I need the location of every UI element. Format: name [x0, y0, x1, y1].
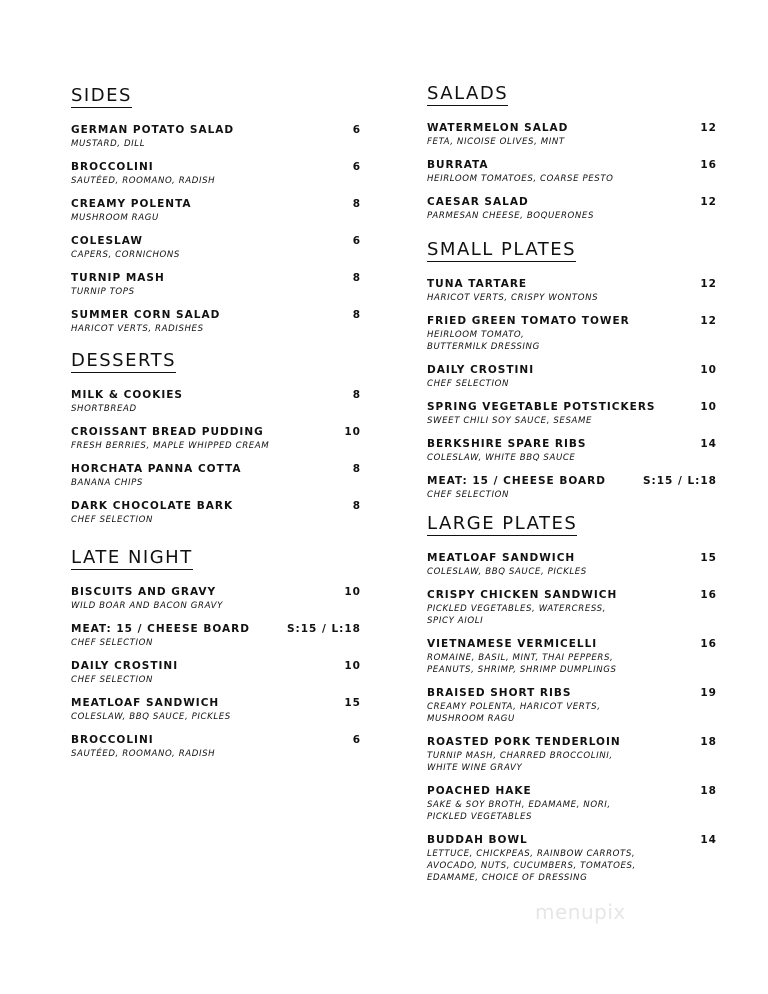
- menu-item-name: DARK CHOCOLATE BARK: [71, 500, 234, 512]
- menu-item-description: CHEF SELECTION: [71, 638, 154, 648]
- menu-item-description: FRESH BERRIES, MAPLE WHIPPED CREAM: [71, 441, 270, 451]
- menu-item-head: [71, 463, 361, 477]
- menu-item-price: 12: [700, 122, 717, 134]
- menu-item: [427, 315, 717, 353]
- item-list: [71, 124, 361, 335]
- menu-item-head: [427, 315, 717, 329]
- menu-item-head: [427, 638, 717, 652]
- menu-item-head: [71, 198, 361, 212]
- menu-item-name: MEAT: 15 / CHEESE BOARD: [71, 623, 250, 635]
- menu-item: [427, 159, 717, 185]
- section-title: DESSERTS: [71, 350, 177, 371]
- menu-item-price: 19: [700, 687, 717, 699]
- menu-item-name: TUNA TARTARE: [427, 278, 528, 290]
- menu-item: [427, 736, 717, 774]
- menu-item-price: 8: [352, 272, 361, 284]
- menu-item-price: 6: [352, 235, 361, 247]
- menu-item-description: HEIRLOOM TOMATO, BUTTERMILK DRESSING: [427, 330, 540, 352]
- menu-item-price: 15: [344, 697, 361, 709]
- menu-item: [427, 364, 717, 390]
- menu-item-description: CHEF SELECTION: [427, 490, 510, 500]
- menu-item-price: S:15 / L:18: [642, 475, 717, 487]
- menu-item-name: CAESAR SALAD: [427, 196, 529, 208]
- menu-item: [71, 198, 361, 224]
- menu-item-name: TURNIP MASH: [71, 272, 165, 284]
- menu-item-description: LETTUCE, CHICKPEAS, RAINBOW CARROTS, AVOCADO, NUTS, CUCUMBERS, TOMATOES, EDAMAME, CHOICE OF DRESSING: [427, 849, 636, 883]
- menu-item-description: WILD BOAR AND BACON GRAVY: [71, 601, 223, 611]
- item-list: [427, 278, 717, 501]
- menu-item-description: COLESLAW, BBQ SAUCE, PICKLES: [427, 567, 587, 577]
- watermark-logo: menupix: [535, 900, 626, 924]
- menu-item: [71, 586, 361, 612]
- menu-item-price: 16: [700, 589, 717, 601]
- menu-item-name: MEAT: 15 / CHEESE BOARD: [427, 475, 606, 487]
- section-title: LATE NIGHT: [71, 547, 193, 568]
- menu-item-head: [71, 309, 361, 323]
- menu-item-name: COLESLAW: [71, 235, 143, 247]
- menu-item-name: BURRATA: [427, 159, 489, 171]
- menu-item-name: MEATLOAF SANDWICH: [71, 697, 220, 709]
- menu-item-name: FRIED GREEN TOMATO TOWER: [427, 315, 630, 327]
- menu-item-head: [71, 389, 361, 403]
- section-sides: [71, 86, 361, 346]
- menu-item-price: 18: [700, 785, 717, 797]
- item-list: [427, 122, 717, 222]
- menu-item-price: 10: [700, 401, 717, 413]
- menu-item: [427, 785, 717, 823]
- menu-item-description: HEIRLOOM TOMATOES, COARSE PESTO: [427, 174, 614, 184]
- section-large-plates: [427, 514, 717, 895]
- menu-item-head: [427, 278, 717, 292]
- menu-item-price: 8: [352, 463, 361, 475]
- menu-item-price: 15: [700, 552, 717, 564]
- menu-item-head: [71, 500, 361, 514]
- menu-item-description: CHEF SELECTION: [71, 675, 154, 685]
- menu-item-head: [71, 235, 361, 249]
- menu-item-price: 8: [352, 309, 361, 321]
- section-title: LARGE PLATES: [427, 513, 578, 534]
- section-late-night: [71, 548, 361, 771]
- menu-item-description: SWEET CHILI SOY SAUCE, SESAME: [427, 416, 593, 426]
- menu-item-head: [427, 438, 717, 452]
- menu-item-head: [71, 734, 361, 748]
- menu-item-name: ROASTED PORK TENDERLOIN: [427, 736, 621, 748]
- menu-item-price: 10: [344, 426, 361, 438]
- menu-item: [427, 438, 717, 464]
- section-desserts: [71, 351, 361, 537]
- menu-item-description: HARICOT VERTS, CRISPY WONTONS: [427, 293, 599, 303]
- menu-item-description: CREAMY POLENTA, HARICOT VERTS, MUSHROOM RAGU: [427, 702, 601, 724]
- menu-item-price: 18: [700, 736, 717, 748]
- menu-item-price: S:15 / L:18: [286, 623, 361, 635]
- menu-item: [427, 475, 717, 501]
- menu-item-description: TURNIP TOPS: [71, 287, 135, 297]
- menu-item-description: CHEF SELECTION: [427, 379, 510, 389]
- menu-item-price: 8: [352, 198, 361, 210]
- menu-item-price: 12: [700, 315, 717, 327]
- menu-item: [71, 309, 361, 335]
- menu-item: [71, 463, 361, 489]
- menu-item-head: [71, 586, 361, 600]
- menu-item-description: PICKLED VEGETABLES, WATERCRESS, SPICY AIOLI: [427, 604, 606, 626]
- menu-item-name: CROISSANT BREAD PUDDING: [71, 426, 264, 438]
- menu-item-head: [427, 122, 717, 136]
- menu-item-head: [427, 552, 717, 566]
- menu-item-price: 12: [700, 196, 717, 208]
- menu-item-description: SAKE & SOY BROTH, EDAMAME, NORI, PICKLED VEGETABLES: [427, 800, 611, 822]
- menu-item-head: [427, 687, 717, 701]
- menu-item-head: [427, 589, 717, 603]
- menu-item-description: PARMESAN CHEESE, BOQUERONES: [427, 211, 595, 221]
- menu-item-name: WATERMELON SALAD: [427, 122, 569, 134]
- menu-item-price: 8: [352, 389, 361, 401]
- section-title: SIDES: [71, 85, 132, 106]
- menu-item-description: MUSTARD, DILL: [71, 139, 146, 149]
- menu-item: [71, 161, 361, 187]
- menu-item-head: [427, 401, 717, 415]
- menu-item: [71, 124, 361, 150]
- menu-item: [71, 235, 361, 261]
- menu-item-name: MEATLOAF SANDWICH: [427, 552, 576, 564]
- menu-item-name: BROCCOLINI: [71, 734, 154, 746]
- menu-item-name: BROCCOLINI: [71, 161, 154, 173]
- menu-item: [71, 660, 361, 686]
- menu-item-price: 6: [352, 124, 361, 136]
- menu-item: [71, 734, 361, 760]
- menu-item: [427, 834, 717, 884]
- menu-item-name: BUDDAH BOWL: [427, 834, 528, 846]
- menu-item: [427, 278, 717, 304]
- menu-item-name: GERMAN POTATO SALAD: [71, 124, 235, 136]
- menu-item-description: CAPERS, CORNICHONS: [71, 250, 180, 260]
- item-list: [427, 552, 717, 884]
- menu-item-price: 16: [700, 638, 717, 650]
- menu-item-price: 10: [700, 364, 717, 376]
- menu-item-head: [71, 660, 361, 674]
- menu-item-description: ROMAINE, BASIL, MINT, THAI PEPPERS, PEANUTS, SHRIMP, SHRIMP DUMPLINGS: [427, 653, 617, 675]
- menu-item-description: SAUTÉED, ROOMANO, RADISH: [71, 749, 216, 759]
- menu-item-price: 14: [700, 834, 717, 846]
- menu-item-name: POACHED HAKE: [427, 785, 532, 797]
- menu-item-name: BERKSHIRE SPARE RIBS: [427, 438, 587, 450]
- menu-item-price: 14: [700, 438, 717, 450]
- menu-item-price: 16: [700, 159, 717, 171]
- section-title: SALADS: [427, 83, 509, 104]
- menu-item-head: [427, 196, 717, 210]
- menu-item-head: [427, 736, 717, 750]
- section-salads: [427, 84, 717, 233]
- item-list: [71, 389, 361, 526]
- menu-item: [427, 401, 717, 427]
- menu-item-name: HORCHATA PANNA COTTA: [71, 463, 242, 475]
- menu-item-price: 6: [352, 734, 361, 746]
- menu-item-description: CHEF SELECTION: [71, 515, 154, 525]
- menu-item-name: DAILY CROSTINI: [427, 364, 535, 376]
- menu-item-head: [71, 272, 361, 286]
- menu-item-description: SHORTBREAD: [71, 404, 137, 414]
- menu-item: [71, 697, 361, 723]
- menu-item-name: SPRING VEGETABLE POTSTICKERS: [427, 401, 656, 413]
- menu-item-name: VIETNAMESE VERMICELLI: [427, 638, 598, 650]
- menu-item: [427, 687, 717, 725]
- menu-item-head: [71, 426, 361, 440]
- menu-item: [71, 426, 361, 452]
- menu-item-price: 10: [344, 660, 361, 672]
- menu-item: [427, 196, 717, 222]
- menu-item-name: BRAISED SHORT RIBS: [427, 687, 572, 699]
- menu-item-head: [427, 475, 717, 489]
- menu-item-description: BANANA CHIPS: [71, 478, 143, 488]
- menu-item: [71, 272, 361, 298]
- section-title: SMALL PLATES: [427, 239, 577, 260]
- menu-item-price: 8: [352, 500, 361, 512]
- menu-item-name: CRISPY CHICKEN SANDWICH: [427, 589, 618, 601]
- menu-item-description: SAUTÉED, ROOMANO, RADISH: [71, 176, 216, 186]
- menu-item: [71, 389, 361, 415]
- menu-item-name: CREAMY POLENTA: [71, 198, 192, 210]
- menu-item: [427, 122, 717, 148]
- menu-item-head: [427, 785, 717, 799]
- menu-item-head: [71, 124, 361, 138]
- menu-item-head: [71, 697, 361, 711]
- menu-item-head: [427, 834, 717, 848]
- menu-item-description: COLESLAW, BBQ SAUCE, PICKLES: [71, 712, 231, 722]
- menu-item: [71, 623, 361, 649]
- menu-item-head: [427, 364, 717, 378]
- menu-item-description: HARICOT VERTS, RADISHES: [71, 324, 204, 334]
- menu-item-name: MILK & COOKIES: [71, 389, 183, 401]
- menu-item-description: COLESLAW, WHITE BBQ SAUCE: [427, 453, 576, 463]
- menu-item: [71, 500, 361, 526]
- menu-item-head: [71, 623, 361, 637]
- menu-item-price: 12: [700, 278, 717, 290]
- menu-item-name: SUMMER CORN SALAD: [71, 309, 221, 321]
- menu-item-description: MUSHROOM RAGU: [71, 213, 159, 223]
- menu-item: [427, 552, 717, 578]
- menu-item: [427, 638, 717, 676]
- menu-item-head: [71, 161, 361, 175]
- menu-item-description: TURNIP MASH, CHARRED BROCCOLINI, WHITE WINE GRAVY: [427, 751, 613, 773]
- menu-item-price: 10: [344, 586, 361, 598]
- item-list: [71, 586, 361, 760]
- menu-item-name: BISCUITS AND GRAVY: [71, 586, 217, 598]
- menu-item-name: DAILY CROSTINI: [71, 660, 179, 672]
- menu-item: [427, 589, 717, 627]
- menu-item-description: FETA, NICOISE OLIVES, MINT: [427, 137, 565, 147]
- menu-item-price: 6: [352, 161, 361, 173]
- section-small-plates: [427, 240, 717, 512]
- menu-item-head: [427, 159, 717, 173]
